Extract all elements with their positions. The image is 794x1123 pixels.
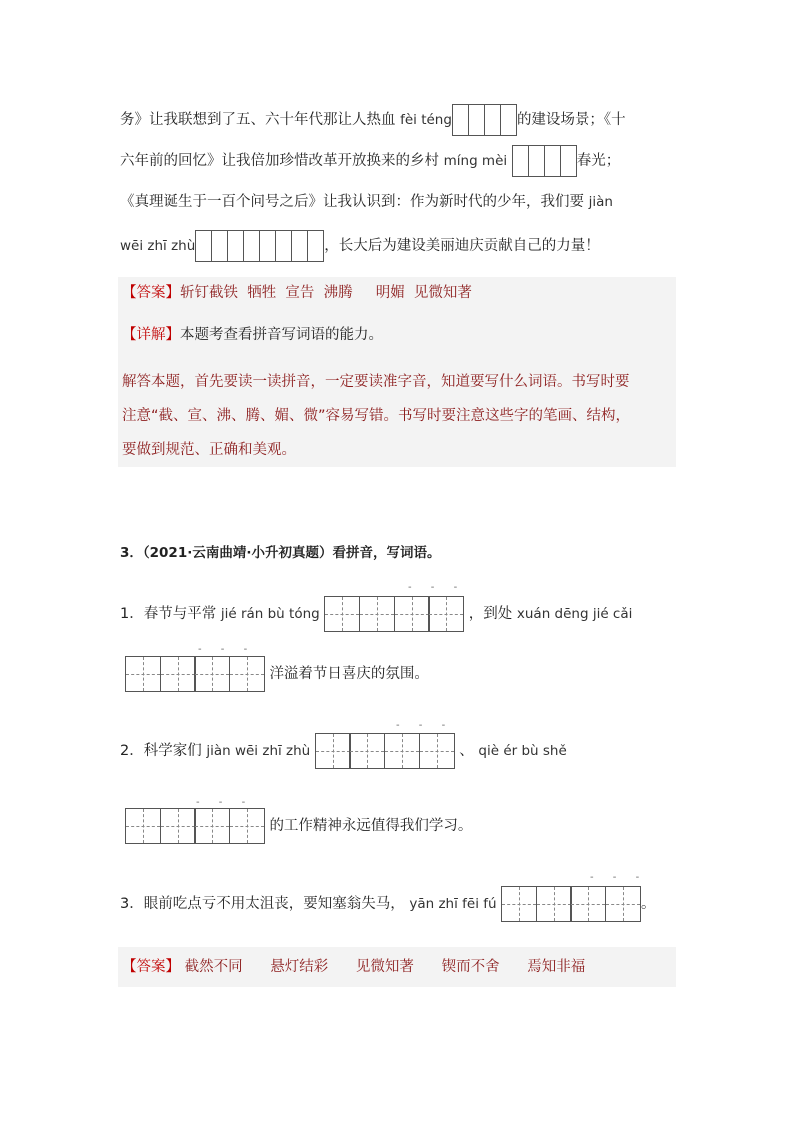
q3-item-3 <box>120 886 655 922</box>
tianzige-qieerbushe[interactable] <box>125 808 265 844</box>
q3-item2-text-a: 2．科学家们 <box>120 743 202 759</box>
q2-detail-line <box>122 323 383 347</box>
detail-text: 本题考查看拼音写词语的能力。 <box>180 327 383 343</box>
tianzige-jieranbutong[interactable] <box>324 596 464 632</box>
q3-item-1 <box>120 596 632 632</box>
detail-label: 【详解】 <box>122 327 180 343</box>
q2-line1-pinyin: fèi téng <box>400 112 452 128</box>
answer-label: 【答案】 <box>122 959 180 975</box>
q3-item-2 <box>120 733 567 769</box>
q3-item2-pinyin-2: qiè ér bù shě <box>478 743 567 759</box>
answer-boxes-mingmei[interactable] <box>512 145 577 177</box>
q2-line1-text-b: 的建设场景；《十 <box>516 112 626 128</box>
tianzige-xuandengjiecai[interactable] <box>125 656 265 692</box>
q2-line2-text-a: 六年前的回忆》让我倍加珍惜改革开放换来的乡村 <box>120 153 439 169</box>
tone-mark: - - - <box>590 872 648 883</box>
q3-item3-text-b: 。 <box>640 896 656 912</box>
answer-label: 【答案】 <box>122 285 180 301</box>
answer-text: 斩钉截铁 牺牲 宣告 沸腾 明媚 见微知著 <box>180 285 472 301</box>
q2-line4-pinyin: wēi zhī zhù <box>120 238 196 254</box>
detail-para-line-1: 解答本题，首先要读一读拼音，一定要读准字音，知道要写什么词语。书写时要 <box>122 374 630 390</box>
q2-line-2 <box>120 145 620 177</box>
q3-item3-pinyin: yān zhī fēi fú <box>409 896 497 912</box>
tianzige-jianweizhizhu[interactable] <box>315 733 455 769</box>
tone-mark: - - - <box>408 582 466 593</box>
q3-answer-line <box>122 955 585 979</box>
detail-paragraph <box>122 365 630 467</box>
q2-line-3 <box>120 190 613 214</box>
detail-para-line-3: 要做到规范、正确和美观。 <box>122 442 296 458</box>
q3-title: 3．（2021·云南曲靖·小升初真题）看拼音，写词语。 <box>120 545 441 561</box>
q3-item1-pinyin-1: jié rán bù tóng <box>220 606 320 622</box>
q2-line3-text: 《真理诞生于一百个问号之后》让我认识到：作为新时代的少年，我们要 <box>120 194 584 210</box>
q2-line3-pinyin: jiàn <box>588 194 613 210</box>
tone-mark: - - - <box>196 797 254 808</box>
q2-line1-text-a: 务》让我联想到了五、六十年代那让人热血 <box>120 112 396 128</box>
q2-line4-text-b: ，长大后为建设美丽迪庆贡献自己的力量！ <box>324 238 600 254</box>
q3-item-2-cont <box>125 808 472 844</box>
q3-answer-panel <box>118 947 676 987</box>
q2-line-4 <box>120 230 600 262</box>
tone-mark: - - - <box>198 644 256 655</box>
q2-answer-panel <box>118 277 676 467</box>
q3-item1-pinyin-2: xuán dēng jié cǎi <box>516 606 633 622</box>
tianzige-yanzhifeifu[interactable] <box>501 886 641 922</box>
q3-item1-text-c: 洋溢着节日喜庆的氛围。 <box>269 666 429 682</box>
answer-text: 截然不同 悬灯结彩 见微知著 锲而不舍 焉知非福 <box>180 959 586 975</box>
detail-para-line-2: 注意“截、宣、沸、腾、媚、微”容易写错。书写时要注意这些字的笔画、结构， <box>122 408 631 424</box>
q2-line-1 <box>120 104 626 136</box>
q2-line2-pinyin: míng mèi <box>443 153 508 169</box>
q3-item2-text-c: 的工作精神永远值得我们学习。 <box>269 818 473 834</box>
q3-item3-text-a: 3．眼前吃点亏不用太沮丧，要知塞翁失马， <box>120 896 405 912</box>
q2-answer-line <box>122 281 472 305</box>
q3-item2-text-b: 、 <box>459 743 474 759</box>
q2-line2-text-b: 春光； <box>576 153 621 169</box>
tone-mark: - - - <box>396 720 454 731</box>
q3-item2-pinyin-1: jiàn wēi zhī zhù <box>206 743 311 759</box>
q3-item-1-cont <box>125 656 429 692</box>
q3-item1-text-b: ，到处 <box>468 606 513 622</box>
answer-boxes-jianweizhizhu[interactable] <box>195 230 324 262</box>
answer-boxes-feiteng[interactable] <box>452 104 517 136</box>
q3-item1-text-a: 1．春节与平常 <box>120 606 217 622</box>
